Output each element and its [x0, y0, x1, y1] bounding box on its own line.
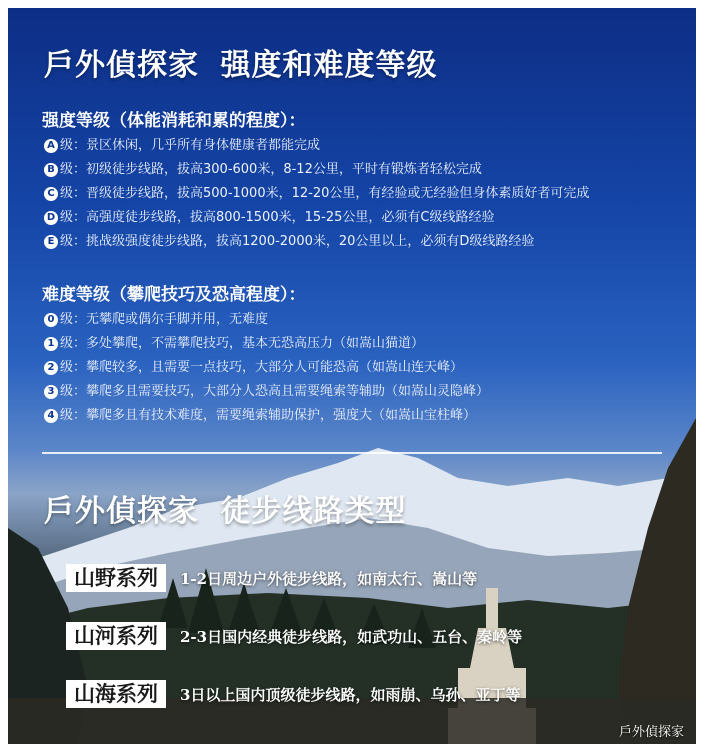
grade-text: 挑战级强度徒步线路，拔高1200-2000米，20公里以上，必须有D级线路经验	[86, 234, 535, 249]
route-label: 山野系列	[66, 564, 166, 592]
heading-grades	[44, 40, 437, 84]
intensity-item	[44, 158, 589, 182]
grade-badge: 4	[44, 409, 58, 423]
route-row	[66, 680, 520, 708]
poster	[8, 8, 696, 744]
grade-suffix: 级：	[60, 138, 87, 153]
grade-suffix: 级：	[60, 312, 87, 327]
heading-routes	[44, 486, 406, 530]
grade-text: 攀爬多且有技术难度，需要绳索辅助保护，强度大（如嵩山宝柱峰）	[86, 408, 477, 423]
intensity-item	[44, 230, 589, 254]
grade-suffix: 级：	[60, 360, 87, 375]
heading-routes-title: 徒步线路类型	[220, 494, 407, 529]
grade-suffix: 级：	[60, 210, 87, 225]
grade-text: 多处攀爬，不需攀爬技巧，基本无恐高压力（如嵩山猫道）	[86, 336, 425, 351]
route-row	[66, 564, 477, 592]
brand-logo-text: 戶外偵探家	[44, 494, 199, 529]
grade-badge: 0	[44, 313, 58, 327]
intensity-item	[44, 182, 589, 206]
watermark: 戶外偵探家	[618, 725, 684, 740]
route-label: 山河系列	[66, 622, 166, 650]
grade-text: 攀爬多且需要技巧，大部分人恐高且需要绳索等辅助（如嵩山灵隐峰）	[86, 384, 490, 399]
grade-suffix: 级：	[60, 186, 87, 201]
grade-badge: 1	[44, 337, 58, 351]
route-desc: 2-3日国内经典徒步线路，如武功山、五台、秦岭等	[180, 627, 523, 646]
grade-suffix: 级：	[60, 336, 87, 351]
grade-badge: E	[44, 235, 58, 249]
difficulty-item	[44, 332, 489, 356]
grade-suffix: 级：	[60, 162, 87, 177]
grade-suffix: 级：	[60, 408, 87, 423]
grade-text: 初级徒步线路，拔高300-600米，8-12公里，平时有锻炼者轻松完成	[86, 162, 482, 177]
grade-badge: C	[44, 187, 58, 201]
intensity-title: 强度等级（体能消耗和累的程度）：	[42, 111, 306, 131]
grade-suffix: 级：	[60, 234, 87, 249]
difficulty-item	[44, 380, 489, 404]
route-row	[66, 622, 522, 650]
grade-text: 攀爬较多，且需要一点技巧，大部分人可能恐高（如嵩山连天峰）	[86, 360, 464, 375]
route-label: 山海系列	[66, 680, 166, 708]
grade-suffix: 级：	[60, 384, 87, 399]
grade-text: 晋级徒步线路，拔高500-1000米，12-20公里，有经验或无经验但身体素质好者可完成	[86, 186, 590, 201]
grade-badge: 2	[44, 361, 58, 375]
grade-text: 高强度徒步线路，拔高800-1500米，15-25公里，必须有C级线路经验	[86, 210, 495, 225]
section-divider	[42, 452, 662, 454]
heading-grades-title: 强度和难度等级	[220, 48, 438, 83]
route-desc: 1-2日周边户外徒步线路，如南太行、嵩山等	[180, 569, 478, 588]
intensity-item	[44, 206, 589, 230]
route-desc: 3日以上国内顶级徒步线路，如雨崩、乌孙、亚丁等	[180, 685, 521, 704]
grade-badge: 3	[44, 385, 58, 399]
difficulty-title: 难度等级（攀爬技巧及恐高程度）：	[42, 285, 306, 305]
grade-badge: A	[44, 139, 58, 153]
intensity-item	[44, 134, 589, 158]
grade-badge: D	[44, 211, 58, 225]
difficulty-item	[44, 308, 489, 332]
grade-text: 景区休闲，几乎所有身体健康者都能完成	[86, 138, 321, 153]
difficulty-list	[44, 308, 489, 428]
intensity-list	[44, 134, 589, 254]
grade-badge: B	[44, 163, 58, 177]
brand-logo-text: 戶外偵探家	[44, 48, 199, 83]
difficulty-item	[44, 404, 489, 428]
grade-text: 无攀爬或偶尔手脚并用，无难度	[86, 312, 269, 327]
difficulty-item	[44, 356, 489, 380]
